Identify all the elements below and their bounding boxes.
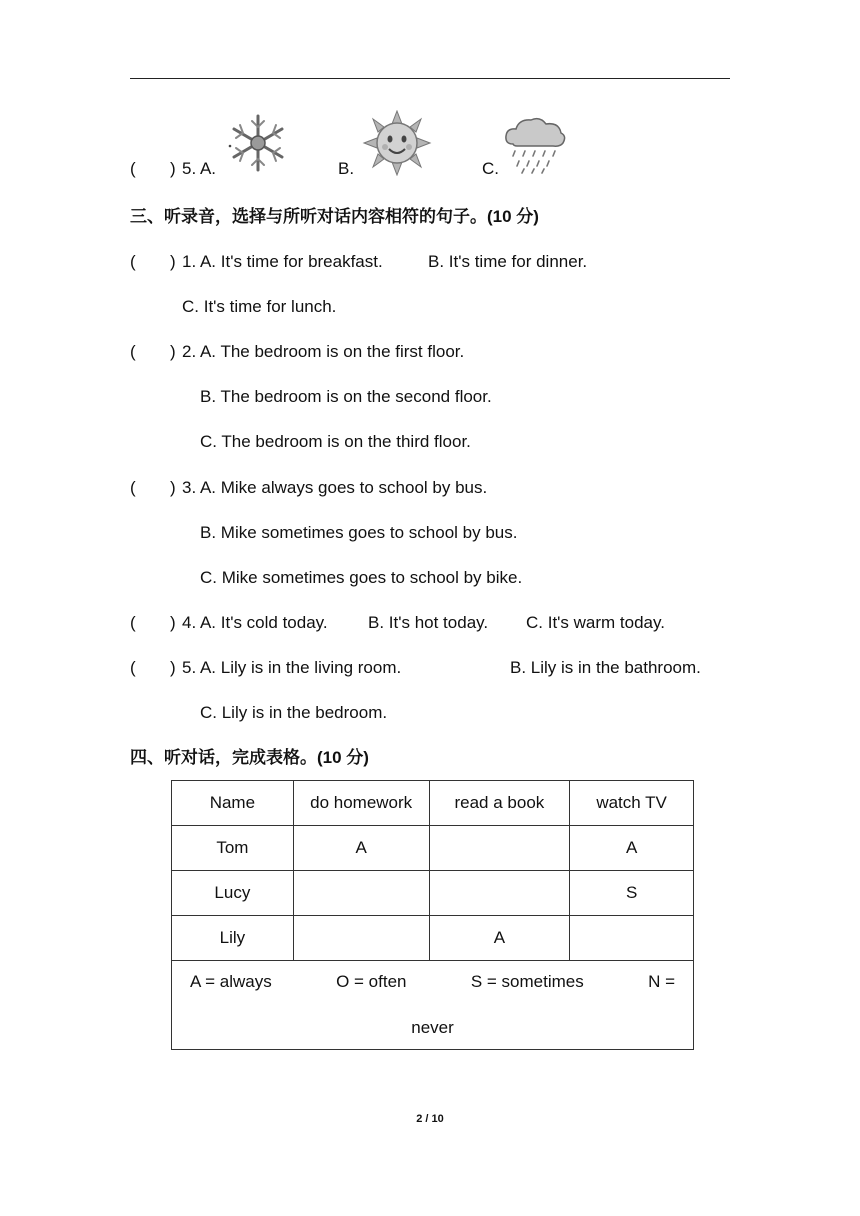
s3-q2-option-b: B. The bedroom is on the second floor. (200, 387, 492, 406)
q5-picture-number: 5. A. (182, 159, 217, 178)
s3-q3-paren-open: ( (130, 478, 136, 497)
s3-q2-option-a: 2. A. The bedroom is on the first floor. (182, 342, 465, 361)
legend-sometimes: S = sometimes (470, 972, 584, 991)
s3-q3-option-a: 3. A. Mike always goes to school by bus. (182, 478, 488, 497)
table-row (172, 871, 694, 916)
s3-q2-paren-close: ) (170, 342, 176, 361)
table-header-row (172, 781, 694, 826)
legend-never: N = (648, 972, 675, 991)
s3-q2-paren-open: ( (130, 342, 136, 361)
s3-q5-option-a: 5. A. Lily is in the living room. (182, 658, 402, 677)
table-header-cell: read a book (429, 781, 570, 826)
table-cell: Lucy (172, 871, 294, 916)
table-cell (429, 871, 570, 916)
s3-q4-option-a: 4. A. It's cold today. (182, 613, 328, 632)
legend-always: A = always (190, 972, 272, 991)
legend-line (190, 971, 675, 993)
q5-picture-c-label: C. (482, 159, 499, 178)
s3-q1-option-a: 1. A. It's time for breakfast. (182, 252, 383, 271)
snowflake-icon (226, 112, 290, 174)
table-cell: A (293, 826, 429, 871)
s3-q2-option-c: C. The bedroom is on the third floor. (200, 432, 471, 451)
legend-wrap-line: never (411, 1018, 454, 1037)
table-row (172, 826, 694, 871)
s3-q4-option-b: B. It's hot today. (368, 613, 489, 632)
s3-q5-paren-open: ( (130, 658, 136, 677)
table-cell (429, 826, 570, 871)
table-cell (570, 916, 694, 961)
s3-q4-paren-close: ) (170, 613, 176, 632)
table-cell: Tom (172, 826, 294, 871)
s3-q3-option-b: B. Mike sometimes goes to school by bus. (200, 523, 518, 542)
table-cell: S (570, 871, 694, 916)
s3-q1-paren-close: ) (170, 252, 176, 271)
s3-q5-option-c: C. Lily is in the bedroom. (200, 703, 388, 722)
s3-q3-option-c: C. Mike sometimes goes to school by bike. (200, 568, 523, 587)
table-header-cell: watch TV (570, 781, 694, 826)
s3-q1-paren-open: ( (130, 252, 136, 271)
table-cell (293, 871, 429, 916)
legend-often: O = often (336, 972, 407, 991)
q5-picture-paren-close: ) (170, 159, 176, 178)
table-cell: A (429, 916, 570, 961)
s3-q3-paren-close: ) (170, 478, 176, 497)
s3-q1-option-b: B. It's time for dinner. (428, 252, 588, 271)
s3-q1-option-c: C. It's time for lunch. (182, 297, 337, 316)
q5-picture-paren-open: ( (130, 159, 136, 178)
page-number: 2 / 10 (416, 1113, 444, 1125)
header-rule (130, 78, 730, 79)
frequency-table (171, 780, 694, 1050)
s3-q5-paren-close: ) (170, 658, 176, 677)
s3-q4-paren-open: ( (130, 613, 136, 632)
rain-cloud-icon (503, 116, 567, 174)
s3-q4-option-c: C. It's warm today. (526, 613, 665, 632)
section3-heading: 三、听录音，选择与所听对话内容相符的句子。(10 分) (130, 207, 539, 226)
sun-icon (362, 110, 432, 176)
q5-picture-b-label: B. (338, 159, 355, 178)
table-header-cell: Name (172, 781, 294, 826)
table-row (172, 916, 694, 961)
table-cell: A (570, 826, 694, 871)
section4-heading: 四、听对话，完成表格。(10 分) (130, 748, 369, 767)
table-cell (293, 916, 429, 961)
table-header-cell: do homework (293, 781, 429, 826)
table-legend-row (172, 961, 694, 1050)
s3-q5-option-b: B. Lily is in the bathroom. (510, 658, 701, 677)
table-legend-cell (172, 961, 694, 1050)
table-cell: Lily (172, 916, 294, 961)
